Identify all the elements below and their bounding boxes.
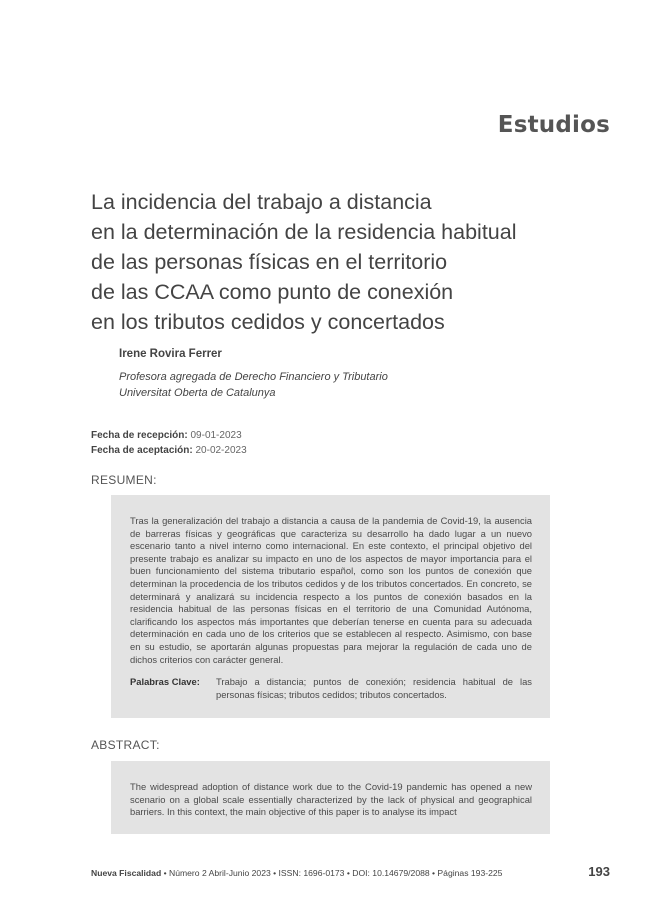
keywords-row	[130, 676, 532, 701]
dates-block	[91, 428, 247, 458]
title-line: en la determinación de la residencia habitual	[91, 220, 517, 244]
author-affiliation	[119, 369, 388, 401]
resumen-heading: RESUMEN:	[91, 473, 157, 487]
author-institution: Universitat Oberta de Catalunya	[119, 387, 276, 399]
article-title	[91, 187, 611, 337]
keywords-label: Palabras Clave:	[130, 676, 200, 688]
author-name: Irene Rovira Ferrer	[119, 348, 222, 360]
title-line: La incidencia del trabajo a distancia	[91, 190, 432, 214]
journal-name: Nueva Fiscalidad	[91, 868, 162, 878]
section-label: Estudios	[497, 112, 610, 138]
title-line: en los tributos cedidos y concertados	[91, 310, 445, 334]
accepted-date: 20-02-2023	[195, 445, 247, 456]
resumen-text: Tras la generalización del trabajo a distancia a causa de la pandemia de Covid-19, la ausencia de barreras físicas y geográficas que caracteriza su desarrollo ha dado lugar a un nuevo escenario tanto a nivel interno como internacional. En este contexto, el principal objetivo del presente trabajo es analizar su impacto en uno de los aspectos de mayor importancia para el buen funcionamiento del sistema tributario español, como son los puntos de conexión que determinan la procedencia de los tributos cedidos y de los tributos concertados. En concreto, se determinará y analizará su incidencia respecto a los puntos de conexión basados en la residencia habitual de las personas físicas en el territorio de una Comunidad Autónoma, clarificando los aspectos más importantes que deberían tenerse en cuenta para su adecuada determinación en cada uno de los criterios que se establecen al respecto. Asimismo, con base en su estudio, se aportarán algunas propuestas para mejorar la regulación de cada uno de dichos criterios con carácter general.	[130, 515, 532, 665]
footer-info: • Número 2 Abril-Junio 2023 • ISSN: 1696-0173 • DOI: 10.14679/2088 • Páginas 193-225	[161, 868, 503, 878]
received-date: 09-01-2023	[190, 430, 242, 441]
keywords-text: Trabajo a distancia; puntos de conexión; residencia habitual de las personas físicas; tributos cedidos; tributos concertados.	[216, 676, 532, 700]
footer-citation	[91, 868, 502, 878]
abstract-text: The widespread adoption of distance work due to the Covid-19 pandemic has opened a new scenario on a global scale essentially characterized by the lack of physical and geographical barriers. In this context, the main objective of this paper is to analyse its impact	[130, 781, 532, 818]
author-position: Profesora agregada de Derecho Financiero y Tributario	[119, 371, 388, 383]
received-date-row	[91, 428, 247, 443]
title-line: de las CCAA como punto de conexión	[91, 280, 454, 304]
abstract-heading: ABSTRACT:	[91, 738, 160, 752]
resumen-box	[111, 495, 550, 718]
received-label: Fecha de recepción:	[91, 430, 188, 441]
accepted-label: Fecha de aceptación:	[91, 445, 193, 456]
page-number: 193	[588, 864, 610, 879]
accepted-date-row	[91, 443, 247, 458]
title-line: de las personas físicas en el territorio	[91, 250, 448, 274]
abstract-box	[111, 761, 550, 834]
